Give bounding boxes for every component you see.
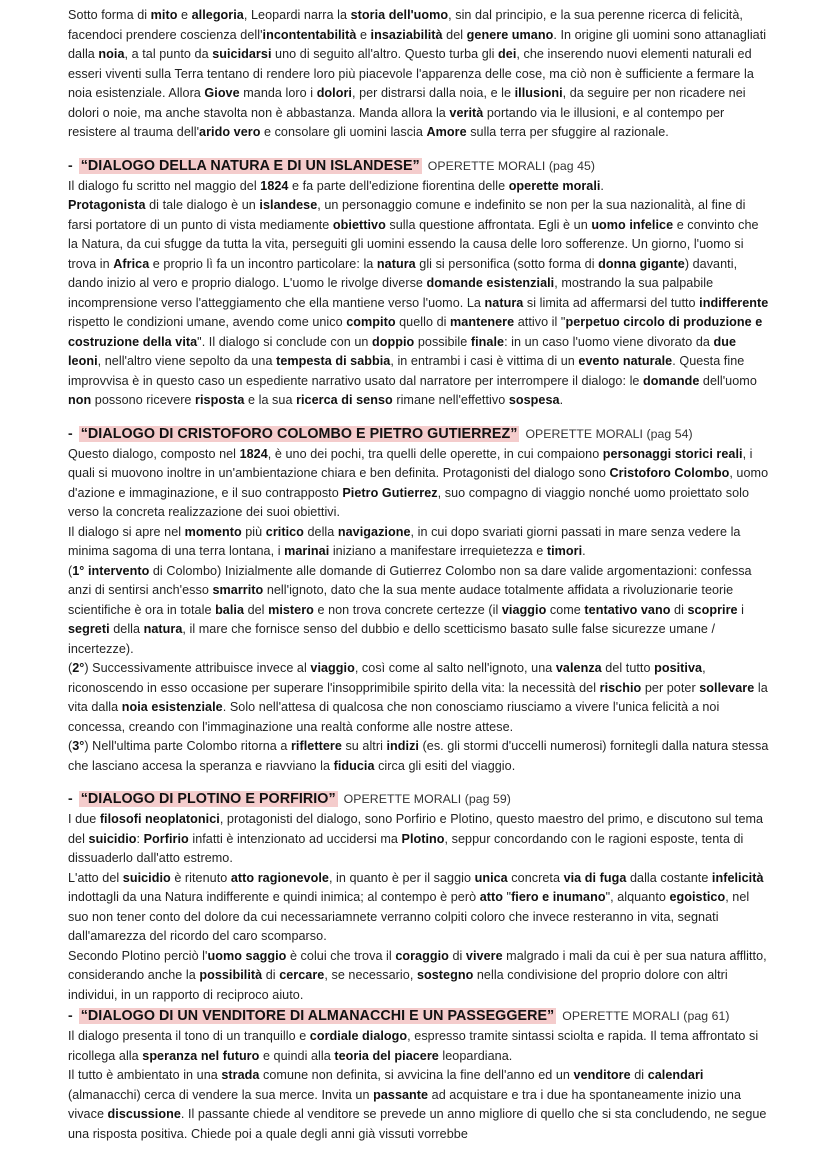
text-run: nella condivisione del proprio dolore con altri individui, in un rapporto di reciproco aiuto. — [68, 968, 728, 1002]
text-run: rispetto le condizioni umane, avendo come unico — [68, 315, 347, 329]
text-run: e non trova concrete certezze (il — [313, 602, 502, 617]
bold-keyword: fiducia — [333, 758, 375, 773]
text-run: rimane nell'effettivo — [392, 393, 509, 407]
text-run: , nel suo non tener conto del dolore da cui necessariamnete verranno colpiti coloro che invece resteranno in vita, segnati dall'amarezza del ricordo del caro scomparso. — [68, 890, 750, 943]
bold-keyword: viaggio — [310, 661, 355, 675]
text-run: , seppur concordando con le ragioni esposte, tenta di dissuaderlo dall'atto estremo. — [68, 831, 744, 865]
text-run: su altri — [341, 739, 387, 753]
bold-keyword: finale — [470, 334, 505, 349]
text-run: di Colombo) Inizialmente alle domande di Gutierrez Colombo non sa dare valide argomentazioni: confessa anzi di sentirsi anch'esso — [68, 563, 752, 597]
bullet-dash: - — [68, 424, 73, 441]
bold-keyword: unica — [474, 870, 508, 885]
text-run: iniziano a manifestare irrequietezza e — [329, 544, 547, 558]
text-run: Il dialogo si apre nel — [68, 524, 185, 539]
bold-keyword: Porfirio — [143, 831, 189, 846]
text-run: , il mare che fornisce senso del dubbio e dello scetticismo basato sulle false sicurezze umane / incertezze). — [68, 622, 716, 656]
bold-keyword: filosofi neoplatonici — [99, 812, 220, 826]
text-run: Il tutto è ambientato in una — [68, 1068, 222, 1082]
bold-keyword: storia dell'uomo — [350, 8, 449, 22]
bold-keyword: ricerca di senso — [296, 393, 393, 407]
bold-keyword: natura — [143, 622, 183, 636]
bold-keyword: donna gigante — [598, 256, 685, 271]
text-run: nell'ignoto, dato che la sua mente audace totalmente affidata a rivoluzionarie teorie scientifiche è ora in totale — [68, 583, 734, 617]
paragraph — [68, 445, 770, 523]
text-run: si limita ad affermarsi del tutto — [523, 295, 700, 310]
text-run: della — [303, 524, 338, 539]
text-run: e quindi alla — [259, 1048, 335, 1063]
section-plotino-porfirio — [68, 788, 770, 1005]
bold-keyword: smarrito — [212, 583, 264, 597]
bold-keyword: mito — [150, 8, 178, 22]
text-run: circa gli esiti del viaggio. — [374, 758, 516, 773]
text-run: , a tal punto da — [124, 47, 213, 61]
text-run: e proprio lì fa un incontro particolare: la — [149, 256, 377, 271]
bold-keyword: Africa — [113, 256, 150, 271]
text-run: la vita dalla — [68, 680, 768, 714]
bullet-dash: - — [68, 1007, 73, 1023]
bold-keyword: arido vero — [199, 125, 261, 139]
bold-keyword: tempesta di sabbia — [276, 354, 391, 368]
text-run: del — [244, 602, 269, 617]
bold-keyword: allegoria — [191, 8, 244, 22]
text-run: , riconoscendo in esso occasione per superare l'insopprimibile spirito della vita: la necessità del — [68, 661, 706, 695]
text-run: ( — [68, 739, 73, 753]
text-run: di — [262, 968, 280, 982]
text-run: più — [241, 524, 266, 539]
text-run: Il dialogo presenta il tono di un tranquillo e — [68, 1029, 310, 1043]
text-run: indottagli da una Natura indifferente e quindi inimica; al contempo è però — [68, 890, 480, 904]
text-run: , nell'altro viene sepolto da una — [97, 354, 277, 368]
bold-keyword: marinai — [284, 544, 330, 558]
text-run: . — [582, 544, 586, 558]
paragraph — [68, 737, 770, 776]
text-run: uno di seguito all'altro. Questo turba gli — [271, 47, 499, 61]
text-run: per poter — [641, 680, 700, 695]
bold-keyword: natura — [376, 256, 416, 271]
bold-keyword: uomo saggio — [207, 948, 287, 963]
text-run: e convinto che la Natura, da cui sfugge da tutta la vita, perseguiti gli uomini essendo la causa delle loro sofferenze. Un giorno, l'uomo si trova in — [68, 217, 759, 271]
bold-keyword: atto ragionevole — [230, 870, 329, 885]
section-body — [68, 177, 770, 411]
text-run: . — [600, 178, 604, 193]
text-run: . — [559, 393, 564, 407]
bold-keyword: noia — [98, 47, 125, 61]
text-run: di tale dialogo è un — [145, 198, 260, 212]
paragraph — [68, 1066, 770, 1144]
bold-keyword: riflettere — [290, 739, 342, 753]
section-source: OPERETTE MORALI (pag 45) — [427, 158, 596, 173]
text-run: malgrado i mali da cui è per sua natura afflitto, considerando anche la — [68, 948, 767, 982]
text-run: , così come al salto nell'ignoto, una — [354, 661, 556, 675]
section-title: “DIALOGO DI PLOTINO E PORFIRIO” — [80, 791, 336, 807]
section-body — [68, 810, 770, 1005]
text-run: , Leopardi narra la — [243, 8, 351, 22]
text-run: sulla questione affrontata. Egli è un — [385, 217, 592, 232]
text-run: del tutto — [601, 661, 655, 675]
paragraph — [68, 177, 770, 197]
text-run: manda loro i — [239, 86, 317, 100]
paragraph — [68, 947, 770, 1006]
bold-keyword: risposta — [195, 393, 245, 407]
text-run: : — [136, 831, 144, 846]
bold-keyword: illusioni — [514, 86, 563, 100]
text-run: , un personaggio comune e indefinito se non per la sua nazionalità, al fine di farsi portatore di un punto di vista mediamente — [68, 198, 746, 232]
bold-keyword: sollevare — [699, 680, 755, 695]
bullet-dash: - — [68, 156, 73, 173]
text-run: , i quali si muovono inoltre in un'ambientazione chiara e ben definita. Protagonisti del dialogo sono — [68, 446, 753, 480]
text-run: . Il passante chiede al venditore se prevede un anno migliore di quello che si sta concludendo, ne segue una risposta positiva. Chiede poi a quale degli anni già vissuti vorrebbe — [68, 1107, 767, 1141]
text-run: sulla terra per sfuggire al razionale. — [466, 125, 669, 139]
bold-keyword: coraggio — [395, 948, 449, 963]
text-run: possibile — [414, 334, 471, 349]
bold-keyword: suicidarsi — [212, 47, 272, 61]
section-natura-islandese — [68, 155, 770, 411]
text-run: di — [670, 602, 688, 617]
text-run: ) davanti, dando inizio al vero e proprio dialogo. L'uomo le rivolge diverse — [68, 256, 738, 290]
bold-keyword: speranza nel futuro — [142, 1048, 260, 1063]
paragraph — [68, 659, 770, 737]
text-run: ) Successivamente attribuisce invece al — [84, 661, 311, 675]
bold-keyword: domande esistenziali — [426, 276, 555, 290]
paragraph — [68, 562, 770, 660]
text-run: , uomo d'azione e immaginazione, e il suo contrapposto — [68, 466, 769, 500]
bold-keyword: indizi — [386, 739, 419, 753]
bold-keyword: fiero e inumano — [511, 890, 606, 904]
paragraph — [68, 523, 770, 562]
text-run: attivo il " — [514, 315, 566, 329]
text-run: leopardiana. — [438, 1048, 513, 1063]
text-run: : in un caso l'uomo viene divorato da — [504, 334, 714, 349]
section-heading — [68, 788, 770, 810]
bold-keyword: egoistico — [669, 890, 726, 904]
text-run: i — [737, 602, 744, 617]
section-source: OPERETTE MORALI (pag 61) — [562, 1009, 730, 1023]
bold-keyword: via di fuga — [563, 870, 627, 885]
bold-keyword: verità — [449, 105, 484, 120]
section-source: OPERETTE MORALI (pag 59) — [343, 792, 511, 806]
bold-keyword: perpetuo circolo di produzione e costruzione della vita — [68, 315, 763, 349]
bold-keyword: evento naturale — [578, 354, 673, 368]
section-title: “DIALOGO DELLA NATURA E DI UN ISLANDESE” — [80, 157, 420, 174]
bold-keyword: infelicità — [711, 870, 764, 885]
text-run: è ritenuto — [170, 870, 231, 885]
section-body — [68, 445, 770, 777]
text-run: , espresso tramite sintassi sciolta e rapida. Il tema affrontato si ricollega alla — [68, 1029, 759, 1063]
bold-keyword: indifferente — [699, 295, 769, 310]
bold-keyword: venditore — [573, 1068, 631, 1082]
text-run: (almanacchi) cerca di vendere la sua merce. Invita un — [68, 1087, 374, 1102]
bold-keyword: mantenere — [450, 315, 515, 329]
text-run: e fa parte dell'edizione fiorentina delle — [288, 178, 509, 193]
bullet-dash: - — [68, 790, 73, 806]
text-run: , in quanto è per il saggio — [328, 870, 475, 885]
text-run: , in entrambi i casi è vittima di un — [390, 354, 579, 368]
bold-keyword: discussione — [107, 1107, 181, 1121]
paragraph — [68, 869, 770, 947]
bold-keyword: obiettivo — [332, 217, 386, 232]
section-heading — [68, 1005, 770, 1027]
bold-keyword: compito — [346, 315, 396, 329]
bold-keyword: doppio — [372, 334, 415, 349]
text-run: Sotto forma di — [68, 8, 151, 22]
text-run: L'atto del — [68, 870, 123, 885]
bold-keyword: teoria del piacere — [334, 1048, 439, 1063]
bold-keyword: mistero — [268, 602, 314, 617]
text-run: gli si personifica (sotto forma di — [415, 256, 599, 271]
bold-keyword: Pietro Gutierrez — [342, 485, 438, 500]
bold-keyword: cordiale dialogo — [309, 1029, 408, 1043]
bold-keyword: scoprire — [687, 602, 738, 617]
text-run: . Solo nell'attesa di qualcosa che non conosciamo riusciamo a vivere l'unica felicità a noi concessa, creando con l'immaginazione una realtà conforme alle nostre attese. — [68, 700, 720, 734]
bold-keyword: cercare — [279, 968, 325, 982]
text-run: , da seguire per non ricadere nei dolori o noie, ma anche stavolta non è abbastanza. Manda allora la — [68, 86, 746, 120]
text-run: del — [442, 27, 467, 42]
text-run: (es. gli stormi d'uccelli numerosi) fornitegli dalla natura stessa che lasciano accesa la speranza e riavviano la — [68, 739, 769, 773]
bold-keyword: natura — [484, 295, 524, 310]
text-run: è colui che trova il — [286, 948, 396, 963]
bold-keyword: dolori — [316, 86, 352, 100]
text-run: ", alquanto — [605, 890, 670, 904]
section-title: “DIALOGO DI CRISTOFORO COLOMBO E PIETRO GUTIERREZ” — [80, 425, 518, 442]
text-run: . In origine gli uomini sono attanagliati dalla — [68, 27, 767, 61]
bold-keyword: passante — [373, 1087, 429, 1102]
bold-keyword: strada — [221, 1068, 260, 1082]
text-run: ". Il dialogo si conclude con un — [197, 334, 373, 349]
text-run: , protagonisti del dialogo, sono Porfirio e Plotino, questo maestro del primo, e discutono sul tema del — [68, 812, 764, 846]
document-page — [68, 6, 770, 1144]
bold-keyword: Protagonista — [68, 198, 146, 212]
bold-keyword: valenza — [555, 661, 602, 675]
text-run: , suo compagno di viaggio nonché uomo proiettato solo verso la concreta realizzazione dei suoi obiettivi. — [68, 485, 750, 519]
bold-keyword: 1° intervento — [72, 563, 150, 578]
text-run: , in cui dopo svariati giorni passati in mare senza vedere la minima sagoma di una terra lontana, i — [68, 524, 741, 558]
text-run: dalla costante — [626, 870, 712, 885]
bold-keyword: Plotino — [401, 831, 445, 846]
bold-keyword: 3° — [72, 739, 85, 753]
text-run: dell'uomo — [699, 373, 757, 388]
bold-keyword: sospesa — [508, 393, 560, 407]
text-run: possono ricevere — [91, 393, 196, 407]
text-run: ) Nell'ultima parte Colombo ritorna a — [84, 739, 291, 753]
bold-keyword: incontentabilità — [262, 27, 357, 42]
bold-keyword: 1824 — [239, 446, 268, 461]
text-run: e — [177, 8, 192, 22]
text-run: di — [630, 1068, 648, 1082]
bold-keyword: noia esistenziale — [121, 700, 223, 714]
text-run: Il dialogo fu scritto nel maggio del — [68, 178, 261, 193]
bold-keyword: personaggi storici reali — [602, 446, 743, 461]
paragraph — [68, 196, 770, 411]
bold-keyword: positiva — [654, 661, 703, 675]
text-run: ( — [68, 563, 73, 578]
section-colombo-gutierrez — [68, 423, 770, 777]
intro-paragraph — [68, 6, 770, 143]
text-run: e — [356, 27, 371, 42]
text-run: , mostrando la sua palpabile incomprensione verso l'atteggiamento che ella mantiene verso l'uomo. La — [68, 276, 714, 310]
text-run: di — [448, 948, 466, 963]
text-run: come — [546, 602, 585, 617]
bold-keyword: navigazione — [337, 524, 411, 539]
bold-keyword: non — [68, 393, 92, 407]
section-source: OPERETTE MORALI (pag 54) — [525, 426, 693, 441]
bold-keyword: momento — [184, 524, 242, 539]
section-venditore-almanacchi — [68, 1005, 770, 1144]
bold-keyword: calendari — [647, 1068, 704, 1082]
text-run: quello di — [395, 315, 451, 329]
text-run: . Questa fine improvvisa è in questo caso un espediente narrativo usato dal narratore per interrompere il dialogo: le — [68, 354, 745, 388]
bold-keyword: balia — [215, 602, 245, 617]
bold-keyword: segreti — [68, 622, 110, 636]
bold-keyword: sostegno — [416, 968, 474, 982]
bold-keyword: Amore — [426, 125, 467, 139]
text-run: , è uno dei pochi, tra quelli delle operette, in cui compaiono — [267, 446, 603, 461]
paragraph — [68, 1027, 770, 1066]
bold-keyword: 2° — [72, 661, 85, 675]
bold-keyword: suicidio — [122, 870, 171, 885]
text-run: concreta — [507, 870, 564, 885]
text-run: della — [109, 622, 144, 636]
bold-keyword: timori — [546, 544, 583, 558]
bold-keyword: vivere — [465, 948, 503, 963]
text-run: " — [502, 890, 512, 904]
bold-keyword: tentativo vano — [584, 602, 671, 617]
section-heading — [68, 155, 770, 177]
bold-keyword: domande — [643, 373, 700, 388]
text-run: infatti è intenzionato ad uccidersi ma — [188, 831, 402, 846]
bold-keyword: dei — [498, 47, 517, 61]
text-run: Secondo Plotino perciò l' — [68, 948, 208, 963]
bold-keyword: Cristoforo Colombo — [609, 466, 730, 480]
bold-keyword: due leoni — [68, 334, 737, 368]
bold-keyword: suicidio — [88, 831, 137, 846]
text-run: comune non definita, si avvicina la fine dell'anno ed un — [259, 1068, 574, 1082]
text-run: I due — [68, 812, 100, 826]
text-run: , per distrarsi dalla noia, e le — [351, 86, 515, 100]
text-run: portando via le illusioni, e al contempo per resistere al trauma dell' — [68, 105, 725, 139]
bold-keyword: possibilità — [199, 968, 263, 982]
bold-keyword: 1824 — [260, 178, 289, 193]
text-run: Questo dialogo, composto nel — [68, 446, 240, 461]
bold-keyword: operette morali — [508, 178, 601, 193]
text-run: ( — [68, 661, 73, 675]
bold-keyword: insaziabilità — [370, 27, 443, 42]
bold-keyword: rischio — [599, 680, 642, 695]
section-heading — [68, 423, 770, 445]
bold-keyword: uomo infelice — [591, 217, 674, 232]
bold-keyword: islandese — [259, 198, 318, 212]
bold-keyword: critico — [265, 524, 304, 539]
text-run: , sin dal principio, e la sua perenne ricerca di felicità, facendoci prendere coscienza dell' — [68, 8, 743, 42]
text-run: , che inserendo nuovi elementi naturali ed esseri viventi sulla Terra tentano di rendere loro più piacevole l'apparenza delle cose, ma ciò non è sufficiente a fermare la noia esistenziale. Allora — [68, 47, 754, 100]
bold-keyword: atto — [479, 890, 503, 904]
text-run: e la sua — [244, 393, 297, 407]
bold-keyword: Giove — [204, 86, 240, 100]
section-body — [68, 1027, 770, 1144]
text-run: , se necessario, — [324, 968, 417, 982]
paragraph — [68, 810, 770, 869]
text-run: e consolare gli uomini lascia — [260, 125, 427, 139]
text-run: ad acquistare e tra i due ha spontaneamente inizio una vivace — [68, 1087, 742, 1121]
bold-keyword: genere umano — [466, 27, 554, 42]
section-title: “DIALOGO DI UN VENDITORE DI ALMANACCHI E UN PASSEGGERE” — [80, 1008, 555, 1024]
bold-keyword: viaggio — [501, 602, 547, 617]
